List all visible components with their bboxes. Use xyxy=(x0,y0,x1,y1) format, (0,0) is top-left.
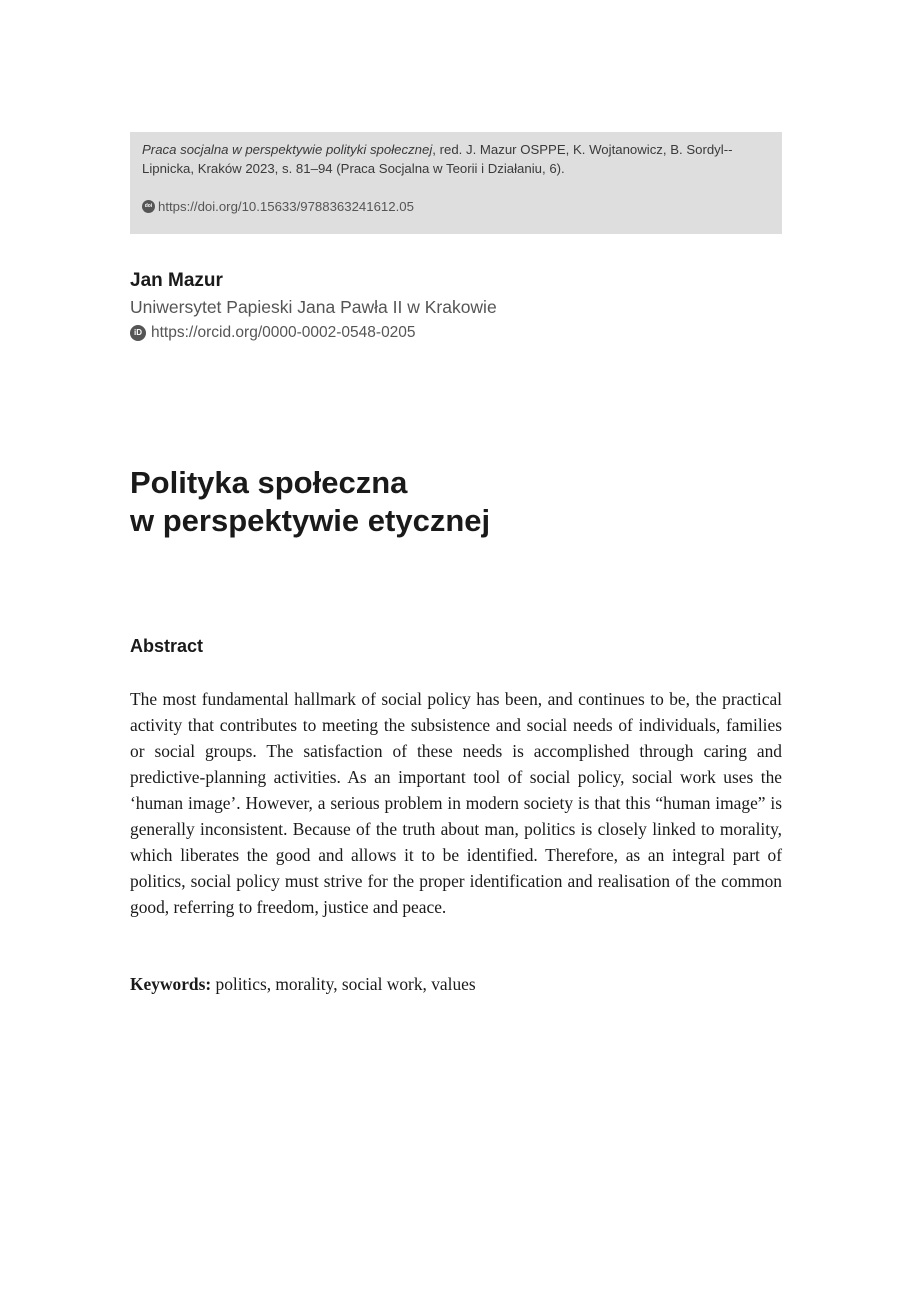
paper-title-line-2: w perspektywie etycznej xyxy=(130,503,491,538)
citation-book-title: Praca socjalna w perspektywie polityki społecznej xyxy=(142,142,433,157)
doi-link[interactable]: https://doi.org/10.15633/9788363241612.05 xyxy=(158,199,414,214)
keywords-values: politics, morality, social work, values xyxy=(211,974,476,994)
paper-title-line-1: Polityka społeczna xyxy=(130,465,408,500)
doi-line xyxy=(142,197,770,216)
abstract-text: The most fundamental hallmark of social policy has been, and continues to be, the practical activity that contributes to meeting the subsistence and social needs of individuals, families or social groups. The satisfaction of these needs is accomplished through caring and predictive-planning activities. As an important tool of social policy, social work uses the ‘human image’. However, a serious problem in modern society is that this “human image” is generally inconsistent. Because of the truth about man, politics is closely linked to morality, which liberates the good and allows it to be identified. Therefore, as an integral part of politics, social policy must strive for the proper identification and realisation of the common good, referring to freedom, justice and peace. xyxy=(130,689,782,917)
paper-title xyxy=(130,464,490,540)
author-block xyxy=(130,268,497,346)
orcid-line xyxy=(130,320,497,346)
abstract-heading: Abstract xyxy=(130,636,204,656)
keywords-label: Keywords: xyxy=(130,974,212,994)
orcid-icon: iD xyxy=(130,325,146,341)
author-name: Jan Mazur xyxy=(130,270,223,291)
keywords xyxy=(130,971,476,997)
citation-details: , red. J. Mazur OSPPE, K. Wojtanowicz, B. Sordyl--Lipnicka, Kraków 2023, s. 81–94 (Praca Socjalna w Teorii i Działaniu, 6). xyxy=(142,142,733,176)
citation-box xyxy=(130,132,782,234)
citation-text xyxy=(142,140,770,178)
author-affiliation: Uniwersytet Papieski Jana Pawła II w Krakowie xyxy=(130,297,497,317)
doi-icon: doi xyxy=(142,200,155,213)
orcid-link[interactable]: https://orcid.org/0000-0002-0548-0205 xyxy=(151,324,416,341)
